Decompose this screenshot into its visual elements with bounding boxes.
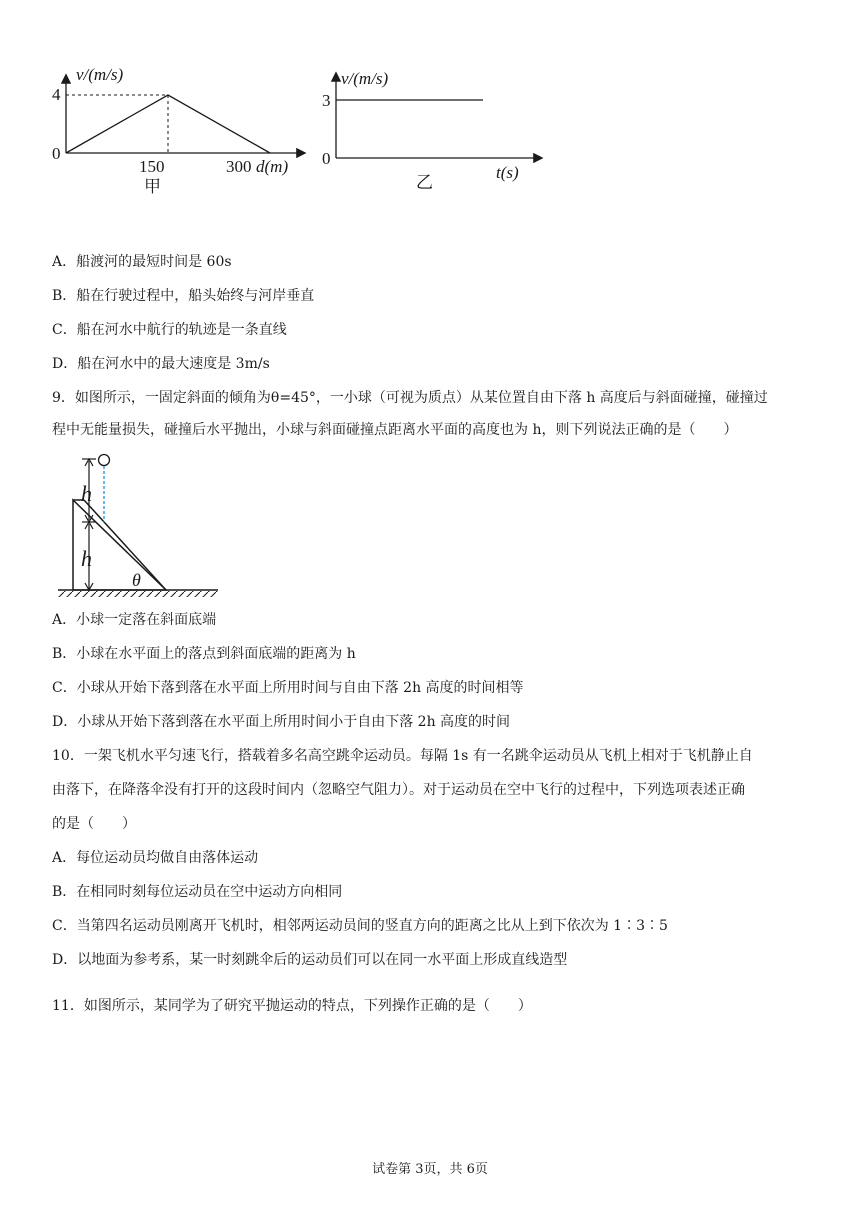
label-h-top: h <box>81 481 92 506</box>
origin-label: 0 <box>322 149 331 168</box>
q10-option-b: B．在相同时刻每位运动员在空中运动方向相同 <box>52 884 343 900</box>
q9-option-b: B．小球在水平面上的落点到斜面底端的距离为 h <box>52 646 356 662</box>
q9-option-c: C．小球从开始下落到落在水平面上所用时间与自由下落 2h 高度的时间相等 <box>52 680 524 696</box>
q9-option-d: D．小球从开始下落到落在水平面上所用时间小于自由下落 2h 高度的时间 <box>52 714 511 730</box>
q10-stem-line3: 的是（ ） <box>52 816 136 832</box>
caption-jia: 甲 <box>144 177 161 196</box>
q10-option-a: A．每位运动员均做自由落体运动 <box>52 850 259 866</box>
y-tick-3: 3 <box>322 91 331 110</box>
q10-option-d: D．以地面为参考系，某一时刻跳伞后的运动员们可以在同一水平面上形成直线造型 <box>52 952 568 968</box>
graph-yi <box>316 66 556 196</box>
y-axis-label: v/(m/s) <box>341 69 389 88</box>
origin-label: 0 <box>52 144 61 163</box>
incline <box>73 500 166 590</box>
x-axis-label: d(m) <box>256 157 289 176</box>
label-theta: θ <box>132 570 141 590</box>
ball <box>99 455 110 466</box>
q10-stem-line2: 由落下，在降落伞没有打开的这段时间内（忽略空气阻力）。对于运动员在空中飞行的过程中，下列选项表述正确 <box>52 782 745 798</box>
y-tick-4: 4 <box>52 85 61 104</box>
x-tick-300: 300 <box>226 157 252 176</box>
q9-stem-line2: 程中无能量损失，碰撞后水平抛出，小球与斜面碰撞点距离水平面的高度也为 h，则下列说法正确的是（ ） <box>52 422 738 438</box>
q9-incline-figure <box>56 448 226 598</box>
y-axis-label: v/(m/s) <box>76 65 124 84</box>
x-axis-label: t(s) <box>496 163 519 182</box>
q10-option-c: C．当第四名运动员刚离开飞机时，相邻两运动员间的竖直方向的距离之比从上到下依次为 1∶3∶5 <box>52 918 668 934</box>
incline-slope <box>84 500 166 590</box>
q11-stem: 11．如图所示，某同学为了研究平抛运动的特点，下列操作正确的是（ ） <box>52 998 532 1014</box>
q9-option-a: A．小球一定落在斜面底端 <box>52 612 217 628</box>
q8-option-a: A．船渡河的最短时间是 60s <box>52 254 232 270</box>
q8-option-d: D．船在河水中的最大速度是 3m/s <box>52 356 270 372</box>
ground-hatching <box>58 591 218 597</box>
q8-option-c: C．船在河水中航行的轨迹是一条直线 <box>52 322 287 338</box>
q9-stem-line1: 9．如图所示，一固定斜面的倾角为θ=45°，一小球（可视为质点）从某位置自由下落 h 高度后与斜面碰撞，碰撞过 <box>52 390 768 406</box>
page-footer: 试卷第 3页，共 6页 <box>372 1162 488 1177</box>
caption-yi: 乙 <box>416 173 433 192</box>
q8-option-b: B．船在行驶过程中，船头始终与河岸垂直 <box>52 288 315 304</box>
label-h-bottom: h <box>81 546 92 571</box>
x-tick-150: 150 <box>139 157 165 176</box>
graph-jia <box>50 58 310 198</box>
q10-stem-line1: 10．一架飞机水平匀速飞行，搭载着多名高空跳伞运动员。每隔 1s 有一名跳伞运动员从飞机上相对于飞机静止自 <box>52 748 753 764</box>
